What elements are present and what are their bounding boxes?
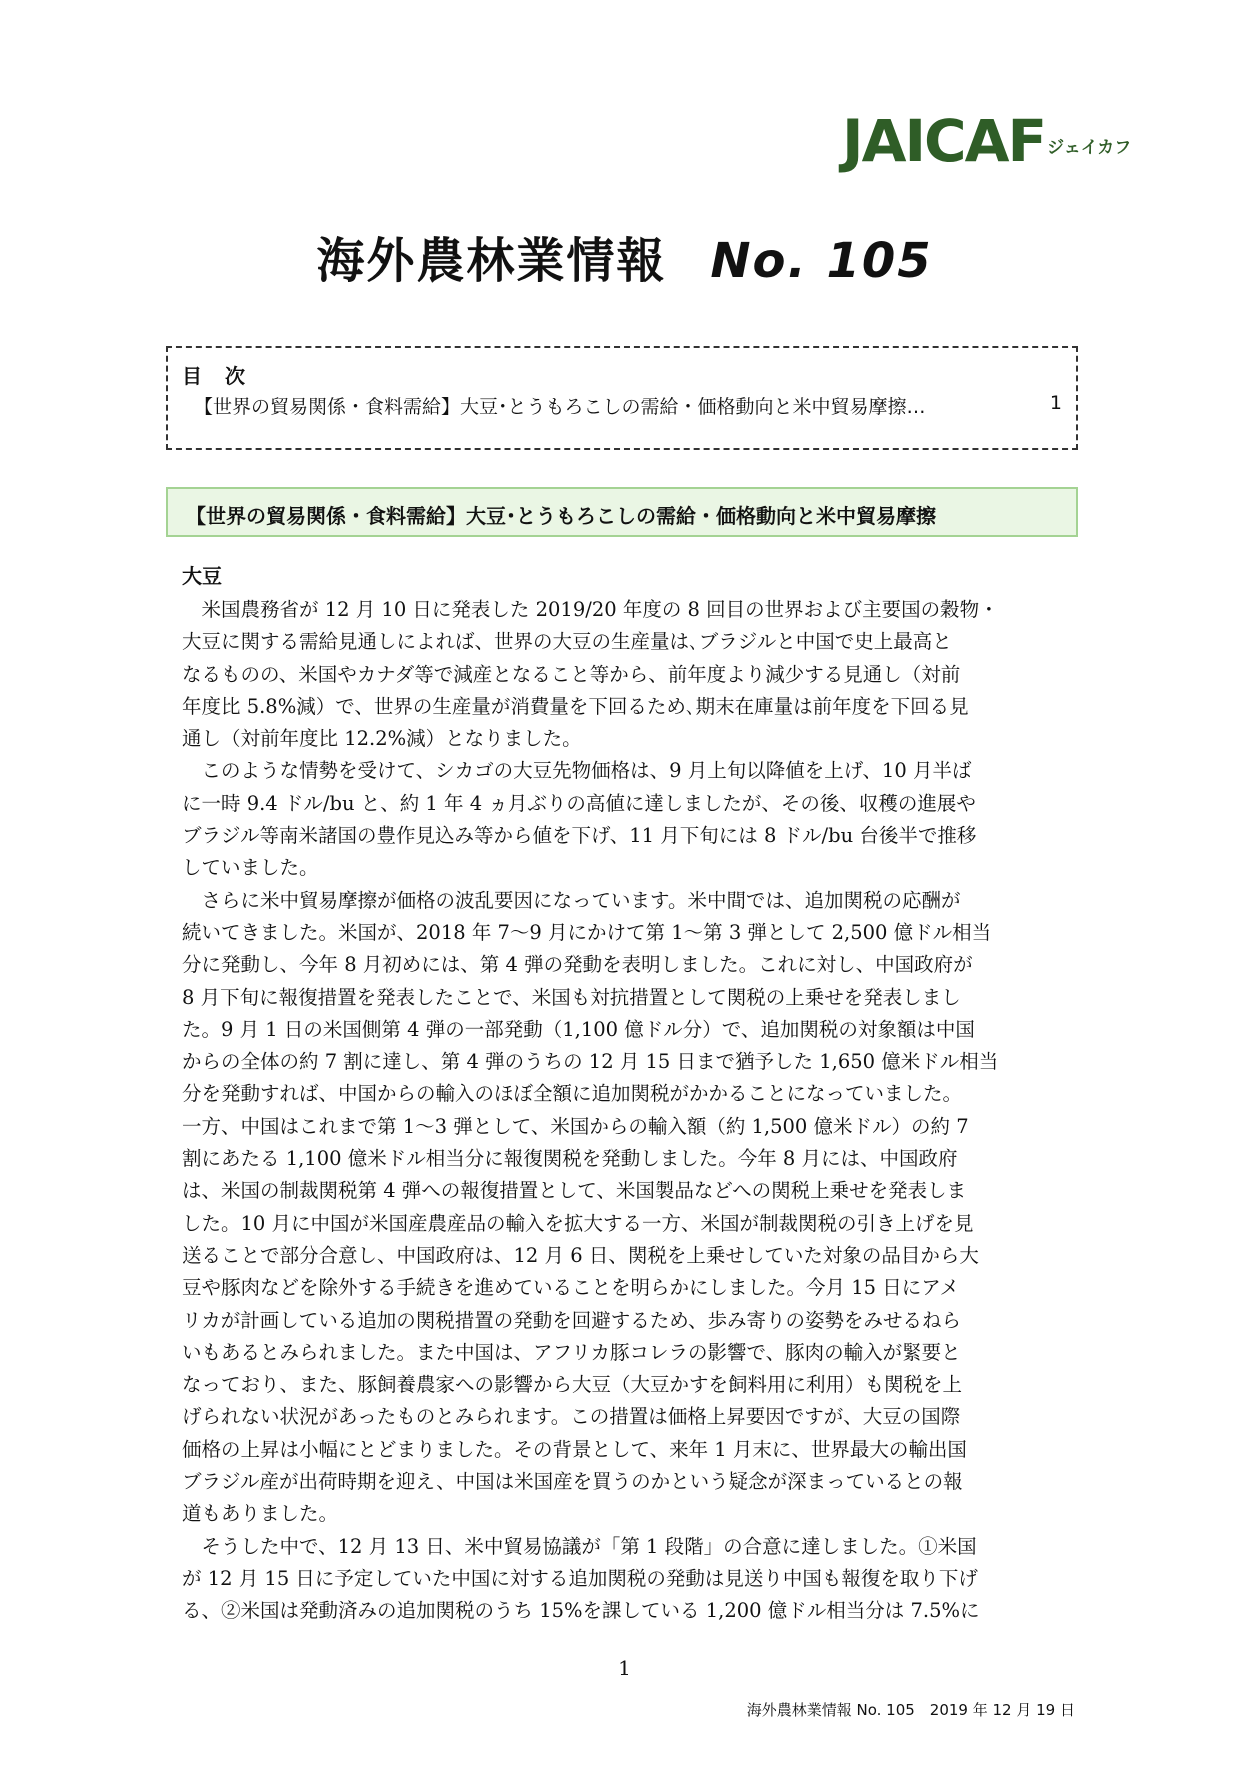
body-line: した。10 月に中国が米国産農産品の輸入を拡大する一方、米国が制裁関税の引き上げを見 (182, 1211, 974, 1235)
title-text: 海外農林業情報 (316, 233, 667, 289)
issue-number: No. 105 (710, 233, 933, 289)
body-line: 通し（対前年度比 12.2%減）となりました。 (182, 727, 582, 751)
page-number: 1 (618, 1656, 631, 1680)
toc-entry-page: 1 (1049, 392, 1062, 414)
jaicaf-logo (842, 107, 1132, 175)
body-line: なっており、また、豚飼養農家への影響から大豆（大豆かすを飼料用に利用）も関税を上 (182, 1373, 963, 1397)
body-line: からの全体の約 7 割に達し、第 4 弾のうちの 12 月 15 日まで猶予した 1,650 億米ドル相当 (182, 1050, 999, 1074)
body-line: は、米国の制裁関税第 4 弾への報復措置として、米国製品などへの関税上乗せを発表しま (182, 1179, 967, 1203)
body-line: さらに米中貿易摩擦が価格の波乱要因になっています。米中間では、追加関税の応酬が (182, 888, 961, 912)
body-line: そうした中で、12 月 13 日、米中貿易協議が「第 1 段階」の合意に達しました。①米国 (182, 1534, 977, 1558)
body-line: 8 月下旬に報復措置を発表したことで、米国も対抗措置として関税の上乗せを発表しまし (182, 985, 961, 1009)
body-line: る、②米国は発動済みの追加関税のうち 15%を課している 1,200 億ドル相当分は 7.5%に (182, 1599, 980, 1623)
body-line: 割にあたる 1,100 億米ドル相当分に報復関税を発動しました。今年 8 月には、中国政府 (182, 1147, 958, 1171)
subsection-heading: 大豆 (182, 564, 222, 588)
body-line: た。9 月 1 日の米国側第 4 弾の一部発動（1,100 億ドル分）で、追加関税の対象額は中国 (182, 1017, 975, 1041)
toc-entry[interactable] (194, 392, 1062, 419)
body-line: 大豆に関する需給見通しによれば、世界の大豆の生産量は､ブラジルと中国で史上最高と (182, 630, 952, 654)
body-line: げられない状況があったものとみられます。この措置は価格上昇要因ですが、大豆の国際 (182, 1405, 961, 1429)
body-line: 米国農務省が 12 月 10 日に発表した 2019/20 年度の 8 回目の世界および主要国の穀物・ (182, 598, 999, 621)
body-line: 年度比 5.8%減）で、世界の生産量が消費量を下回るため､期末在庫量は前年度を下回る見 (182, 694, 969, 718)
body-line: このような情勢を受けて、シカゴの大豆先物価格は、9 月上旬以降値を上げ、10 月半ば (182, 759, 972, 783)
body-line: なるものの、米国やカナダ等で減産となること等から、前年度より減少する見通し（対前 (182, 662, 961, 686)
section-heading: 【世界の貿易関係・食料需給】大豆･とうもろこしの需給・価格動向と米中貿易摩擦 (166, 487, 1078, 537)
body-line: 送ることで部分合意し、中国政府は、12 月 6 日、関税を上乗せしていた対象の品目から大 (182, 1243, 979, 1267)
table-of-contents (166, 346, 1078, 450)
toc-entry-title: 【世界の貿易関係・食料需給】大豆･とうもろこしの需給・価格動向と米中貿易摩擦… (194, 396, 926, 418)
toc-heading: 目 次 (182, 364, 253, 388)
logo-subtext: ジェイカフ (1047, 138, 1132, 158)
body-line: 一方、中国はこれまで第 1～3 弾として、米国からの輸入額（約 1,500 億米ドル）の約 7 (182, 1114, 969, 1138)
body-line: 道もありました。 (182, 1502, 339, 1526)
body-line: 続いてきました。米国が、2018 年 7～9 月にかけて第 1～第 3 弾として 2,500 億ドル相当 (182, 920, 992, 944)
footer-issue-date: 海外農林業情報 No. 105 2019 年 12 月 19 日 (746, 1701, 1075, 1719)
body-line: 分を発動すれば、中国からの輸入のほぼ全額に追加関税がかかることになっていました。 (182, 1082, 963, 1106)
logo-text: JAICAF (842, 107, 1046, 175)
body-line: ブラジル産が出荷時期を迎え、中国は米国産を買うのかという疑念が深まっているとの報 (182, 1470, 963, 1494)
body-line: が 12 月 15 日に予定していた中国に対する追加関税の発動は見送り中国も報復を取り下げ (182, 1566, 978, 1590)
body-line: ブラジル等南米諸国の豊作見込み等から値を下げ、11 月下旬には 8 ドル/bu 台後半で推移 (182, 824, 977, 848)
body-line: 分に発動し、今年 8 月初めには、第 4 弾の発動を表明しました。これに対し、中国政府が (182, 953, 973, 977)
body-line: 価格の上昇は小幅にとどまりました。その背景として、来年 1 月末に、世界最大の輸出国 (182, 1437, 967, 1461)
body-line: に一時 9.4 ドル/bu と、約 1 年 4 ヵ月ぶりの高値に達しましたが、その後、収穫の進展や (182, 791, 976, 815)
article-body (182, 594, 1078, 1628)
body-line: していました。 (182, 856, 319, 880)
page-title (0, 222, 1249, 291)
body-line: 豆や豚肉などを除外する手続きを進めていることを明らかにしました。今月 15 日にアメ (182, 1276, 960, 1300)
body-line: リカが計画している追加の関税措置の発動を回避するため、歩み寄りの姿勢をみせるねら (182, 1308, 962, 1332)
body-line: いもあるとみられました。また中国は、アフリカ豚コレラの影響で、豚肉の輸入が緊要と (182, 1340, 961, 1364)
